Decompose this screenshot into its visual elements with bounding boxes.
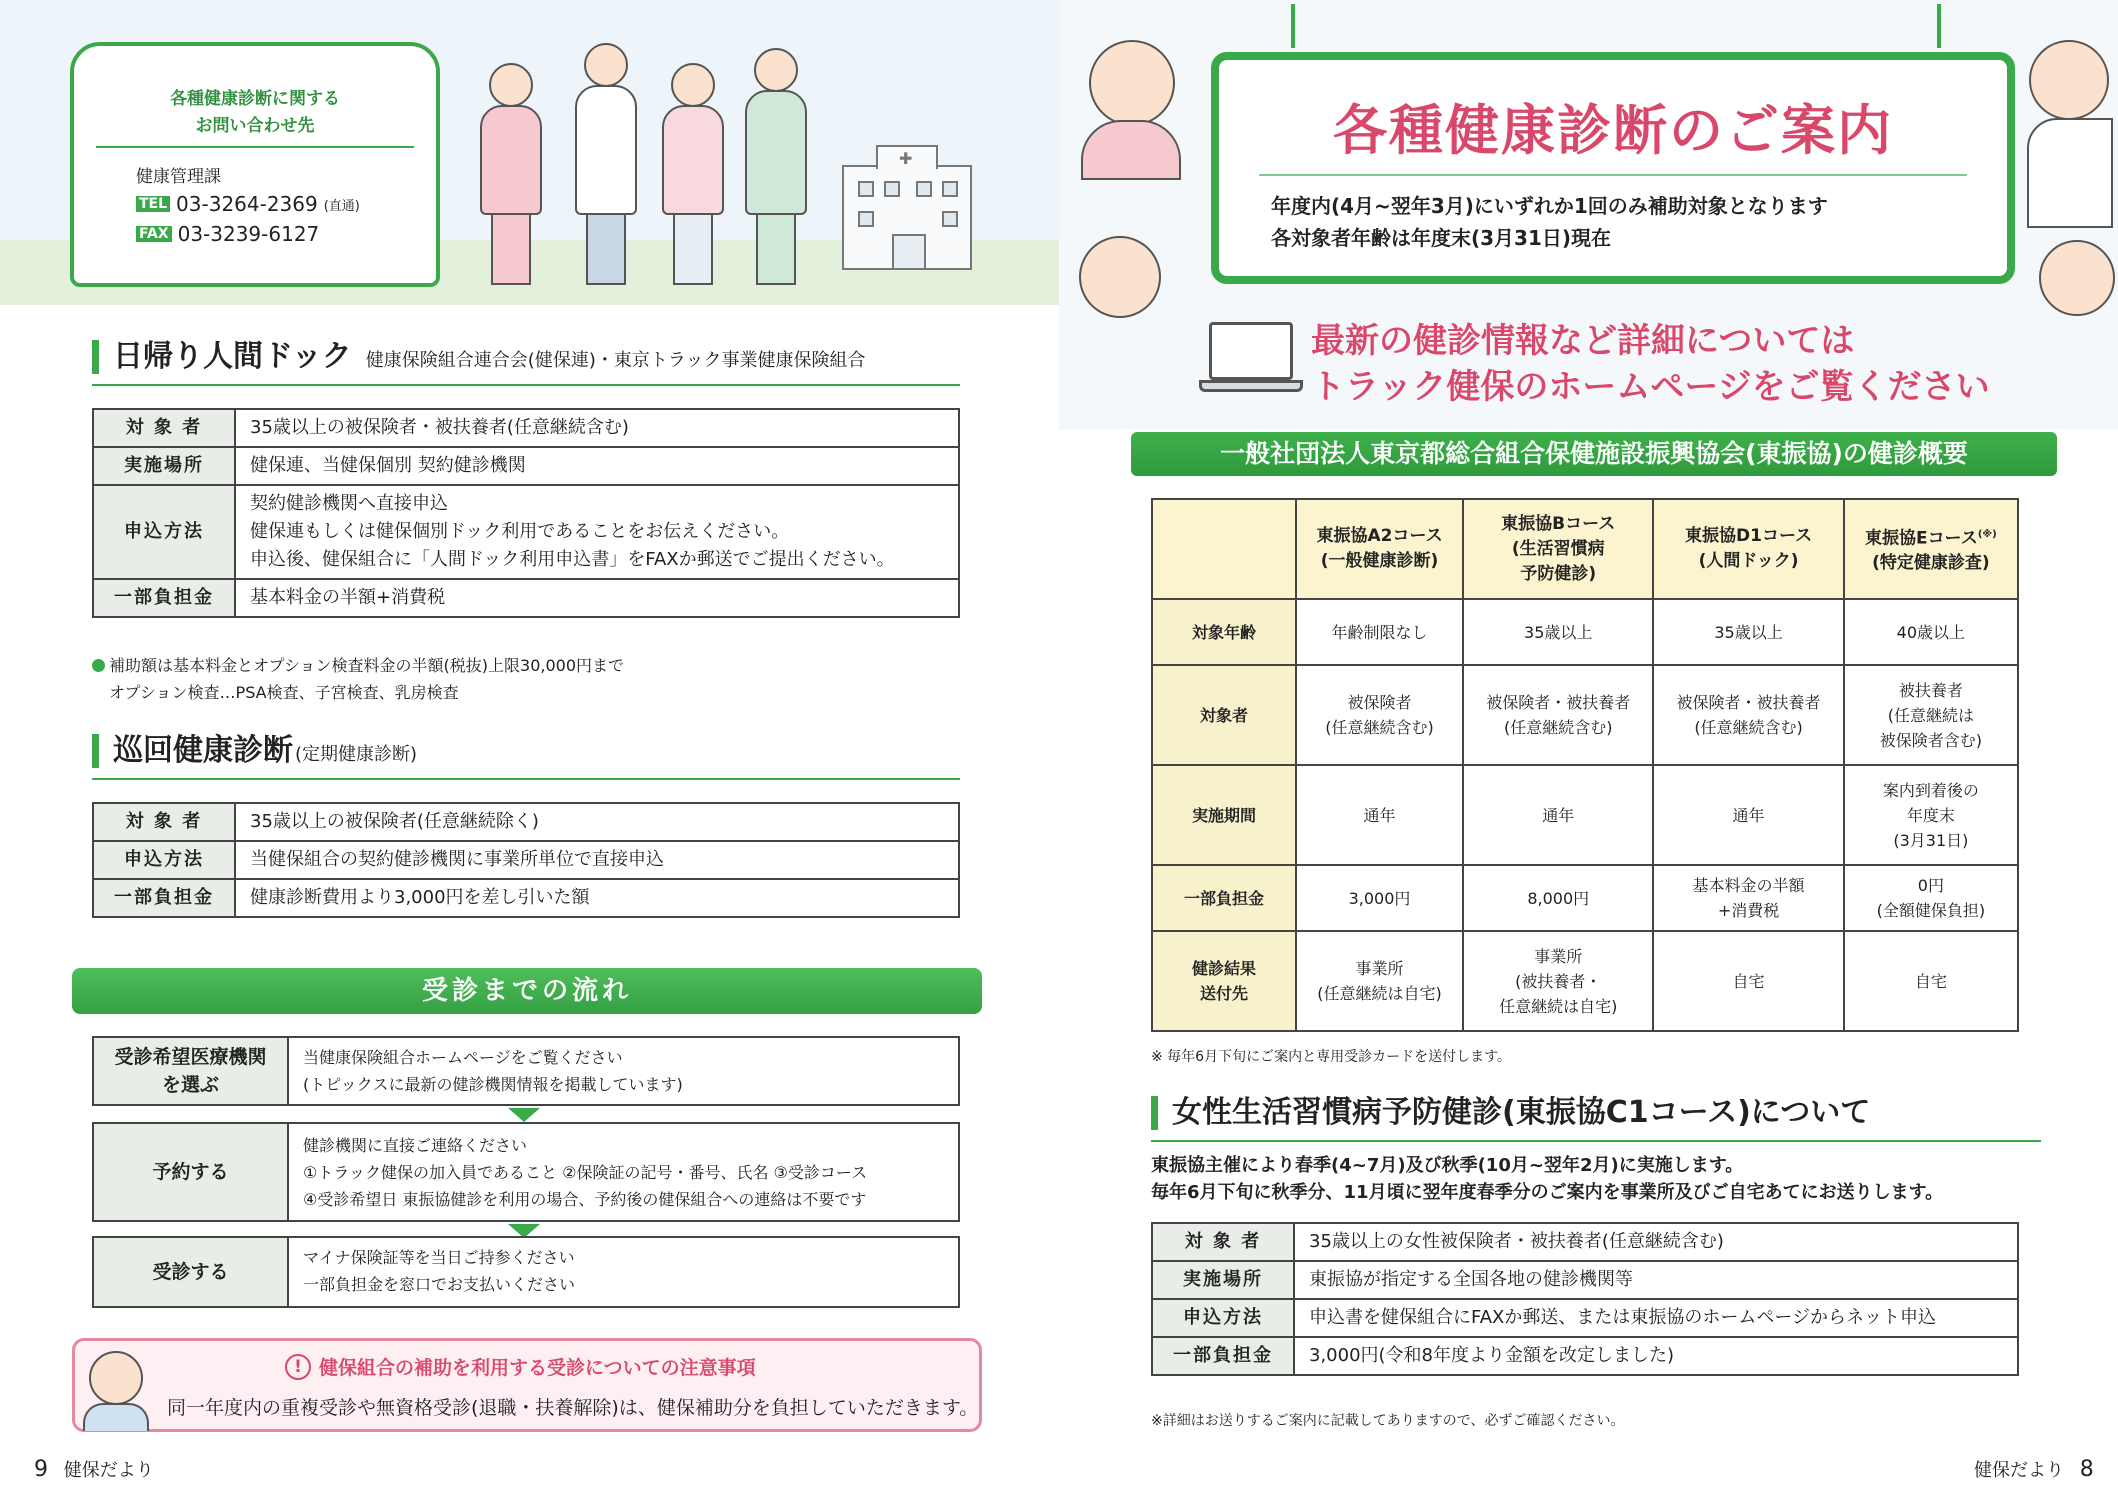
flow-step-text — [289, 1238, 589, 1306]
row-line: 申込後、健保組合に「人間ドック利用申込書」をFAXか郵送でご提出ください。 — [250, 549, 895, 570]
flow-step-reserve — [92, 1122, 960, 1222]
staff-face-icon — [89, 1351, 143, 1405]
fax-number: 03-3239-6127 — [177, 222, 320, 246]
contact-fax — [136, 222, 319, 246]
table-row — [93, 447, 959, 485]
flow-label-line: 受診希望医療機関 — [114, 1046, 267, 1068]
table-cell: 8,000円 — [1463, 865, 1653, 931]
flow-step-visit — [92, 1236, 960, 1308]
course-name: 東振協D1コース — [1685, 526, 1813, 546]
folio-label: 健保だより — [63, 1460, 154, 1481]
web-note — [1311, 318, 1990, 410]
table-row — [93, 485, 959, 579]
cell-line: (被扶養者・ — [1515, 971, 1602, 991]
cell-line: 被保険者・被扶養者 — [1676, 693, 1821, 712]
caution-box — [72, 1338, 982, 1432]
course-table — [1151, 498, 2019, 1032]
main-divider — [1259, 174, 1967, 176]
cell-line: (任意継続含む) — [1503, 718, 1613, 737]
doctor-coat-illustration — [2027, 118, 2113, 228]
bullet-icon — [92, 659, 105, 672]
table-row — [1152, 599, 2018, 665]
main-title: 各種健康診断のご案内 — [1333, 99, 1893, 162]
row-label: 対 象 者 — [93, 803, 235, 841]
row-label: 対 象 者 — [1152, 1223, 1294, 1261]
heading-bar — [92, 340, 99, 374]
women-desc-line: 東振協主催により春季(4~7月)及び秋季(10月~翌年2月)に実施します。 — [1151, 1155, 1744, 1176]
cell-line: 被保険者含む) — [1879, 730, 1982, 750]
course-sub: (人間ドック) — [1698, 551, 1799, 571]
cell-line: 事業所 — [1355, 959, 1404, 978]
table-cell — [1653, 865, 1843, 931]
staff-illustration — [662, 63, 724, 285]
dock-note — [92, 652, 624, 706]
laptop-icon — [1199, 322, 1303, 400]
row-label — [1152, 931, 1296, 1031]
course-header — [1463, 499, 1653, 599]
therapist-illustration — [745, 48, 807, 285]
table-cell: 自宅 — [1653, 931, 1843, 1031]
main-title-box — [1211, 52, 2015, 284]
cell-line: 被保険者 — [1347, 693, 1412, 712]
exclamation-icon: ! — [285, 1354, 311, 1380]
table-cell — [1296, 931, 1463, 1031]
junkai-table — [92, 802, 960, 918]
table-cell: 通年 — [1653, 765, 1843, 865]
page-folio-right — [1974, 1456, 2094, 1482]
woman-face-illustration — [2039, 240, 2115, 316]
row-label: 実施場所 — [93, 447, 235, 485]
nurse-body-illustration — [1081, 120, 1181, 180]
row-label: 一部負担金 — [93, 579, 235, 617]
table-cell: 通年 — [1463, 765, 1653, 865]
course-name: 東振協Bコース — [1501, 513, 1616, 534]
table-cell: 自宅 — [1844, 931, 2018, 1031]
cell-line: 案内到着後の — [1882, 780, 1979, 800]
course-footnote: ※ 毎年6月下旬にご案内と専用受診カードを送付します。 — [1151, 1049, 1511, 1065]
table-row — [93, 841, 959, 879]
course-header-row — [1152, 499, 2018, 599]
footnote-mark: (※) — [1977, 528, 1997, 540]
caution-text: 同一年度内の重複受診や無資格受診(退職・扶養解除)は、健保補助分を負担していただきます。 — [167, 1397, 979, 1419]
flow-line: ④受診希望日 東振協健診を利用の場合、予約後の健保組合への連絡は不要です — [303, 1190, 867, 1209]
row-label: 対象年齢 — [1152, 599, 1296, 665]
contact-title-line2: お問い合わせ先 — [195, 116, 315, 136]
hospital-illustration: ✚ — [842, 165, 972, 270]
table-cell — [1844, 665, 2018, 765]
main-desc-line: 年度内(4月~翌年3月)にいずれか1回のみ補助対象となります — [1271, 194, 1828, 218]
table-cell — [1463, 665, 1653, 765]
course-name: 東振協Eコース — [1865, 528, 1978, 549]
tohinkyo-banner: 一般社団法人東京都総合組合保健施設振興協会(東振協)の健診概要 — [1131, 432, 2057, 476]
doctor-face-illustration — [2029, 40, 2109, 120]
row-label: 申込方法 — [1152, 1299, 1294, 1337]
contact-divider — [96, 146, 414, 148]
table-row — [1152, 765, 2018, 865]
row-label: 一部負担金 — [93, 879, 235, 917]
cell-line: 被扶養者 — [1898, 680, 1963, 700]
flow-step-label — [94, 1038, 289, 1104]
course-name: 東振協A2コース — [1316, 526, 1443, 546]
row-value — [235, 485, 959, 579]
course-header — [1296, 499, 1463, 599]
row-line: 契約健診機関へ直接申込 — [250, 493, 448, 514]
table-corner — [1152, 499, 1296, 599]
course-sub: (生活習慣病 — [1511, 538, 1605, 559]
row-value: 35歳以上の被保険者(任意継続除く) — [235, 803, 959, 841]
heading-bar — [92, 734, 99, 768]
row-value: 35歳以上の女性被保険者・被扶養者(任意継続含む) — [1294, 1223, 2018, 1261]
web-note-line: 最新の健診情報など詳細については — [1311, 321, 1855, 361]
flow-line: ①トラック健保の加入員であること ②保険証の記号・番号、氏名 ③受診コース — [303, 1163, 868, 1182]
table-cell: 3,000円 — [1296, 865, 1463, 931]
women-title: 女性生活習慣病予防健診(東振協C1コース)について — [1172, 1095, 1871, 1130]
doctor-illustration — [575, 43, 637, 285]
caution-title — [285, 1353, 756, 1380]
fax-tag-icon: FAX — [136, 226, 172, 242]
course-sub: 予防健診) — [1520, 563, 1597, 584]
table-row — [93, 803, 959, 841]
junkai-title: 巡回健康診断 — [113, 733, 293, 768]
phone-tag-icon: TEL — [136, 196, 170, 212]
contact-title — [74, 86, 436, 140]
cell-line: (任意継続含む) — [1325, 718, 1434, 737]
tel-number: 03-3264-2369 — [176, 192, 318, 216]
cell-line: (任意継続含む) — [1694, 718, 1803, 737]
course-sub: (特定健康診査) — [1872, 553, 1990, 574]
table-cell: 35歳以上 — [1463, 599, 1653, 665]
cell-line: 事業所 — [1534, 946, 1583, 966]
page-number: 9 — [34, 1457, 48, 1482]
flow-line: マイナ保険証等を当日ご持参ください — [303, 1248, 575, 1267]
staff-body-icon — [83, 1403, 149, 1431]
course-header — [1653, 499, 1843, 599]
row-label-line: 送付先 — [1199, 984, 1248, 1003]
row-value: 基本料金の半額+消費税 — [235, 579, 959, 617]
table-cell: 35歳以上 — [1653, 599, 1843, 665]
page-right — [1059, 0, 2118, 1498]
down-arrow-icon — [508, 1108, 540, 1122]
row-label: 一部負担金 — [1152, 865, 1296, 931]
dock-title: 日帰り人間ドック — [113, 339, 352, 374]
dock-subtitle: 健康保険組合連合会(健保連)・東京トラック事業健康保険組合 — [365, 350, 866, 371]
table-row — [93, 879, 959, 917]
dock-table — [92, 408, 960, 618]
row-label: 対 象 者 — [93, 409, 235, 447]
table-cell: 通年 — [1296, 765, 1463, 865]
table-row — [1152, 1261, 2018, 1299]
cell-line: 年度末 — [1906, 805, 1955, 825]
flow-line: 当健康保険組合ホームページをご覧ください — [303, 1048, 623, 1067]
women-heading — [1151, 1096, 1870, 1130]
hanging-string — [1291, 4, 1295, 48]
row-label: 一部負担金 — [1152, 1337, 1294, 1375]
row-label-line: 健診結果 — [1191, 959, 1256, 978]
flow-line: 一部負担金を窓口でお支払いください — [303, 1275, 576, 1294]
row-value: 健保連、当健保個別 契約健診機関 — [235, 447, 959, 485]
staff-face-illustration — [1079, 236, 1161, 318]
flow-label-line: を選ぶ — [161, 1074, 219, 1096]
table-row — [1152, 665, 2018, 765]
hero-illustration — [0, 0, 1059, 305]
cell-line: 0円 — [1917, 876, 1944, 895]
dock-rule — [92, 384, 960, 386]
flow-step-label: 受診する — [94, 1238, 289, 1306]
page-number: 8 — [2079, 1457, 2094, 1482]
table-row — [1152, 1337, 2018, 1375]
table-cell: 年齢制限なし — [1296, 599, 1463, 665]
main-description — [1271, 190, 1828, 254]
table-cell — [1844, 865, 2018, 931]
women-footnote: ※詳細はお送りするご案内に記載してありますので、必ずご確認ください。 — [1151, 1413, 1625, 1429]
heading-bar — [1151, 1096, 1158, 1130]
cell-line: 被保険者・被扶養者 — [1486, 693, 1631, 712]
junkai-rule — [92, 778, 960, 780]
row-line: 健保連もしくは健保個別ドック利用であることをお伝えください。 — [250, 521, 790, 542]
table-row — [1152, 931, 2018, 1031]
cell-line: (全額健保負担) — [1876, 901, 1986, 920]
women-rule — [1151, 1140, 2041, 1142]
main-desc-line: 各対象者年齢は年度末(3月31日)現在 — [1271, 226, 1612, 250]
note-line: 補助額は基本料金とオプション検査料金の半額(税抜)上限30,000円まで — [109, 656, 625, 675]
cell-line: +消費税 — [1717, 901, 1780, 920]
dock-heading — [92, 340, 866, 374]
flow-step-label: 予約する — [94, 1124, 289, 1220]
flow-step-choose — [92, 1036, 960, 1106]
hanging-string — [1937, 4, 1941, 48]
flow-step-text — [289, 1038, 697, 1104]
row-value: 35歳以上の被保険者・被扶養者(任意継続含む) — [235, 409, 959, 447]
junkai-subtitle: (定期健康診断) — [295, 744, 418, 765]
note-line: オプション検査…PSA検査、子宮検査、乳房検査 — [109, 683, 459, 702]
women-description — [1151, 1152, 1943, 1206]
table-cell — [1653, 665, 1843, 765]
cell-line: 基本料金の半額 — [1692, 876, 1805, 895]
cell-line: 任意継続は自宅) — [1499, 996, 1618, 1016]
table-row — [93, 409, 959, 447]
table-cell — [1296, 665, 1463, 765]
contact-tel — [136, 192, 360, 216]
table-cell — [1463, 931, 1653, 1031]
folio-label: 健保だより — [1974, 1460, 2064, 1481]
nurse-face-illustration — [1089, 40, 1175, 126]
row-label: 実施場所 — [1152, 1261, 1294, 1299]
row-label: 申込方法 — [93, 841, 235, 879]
course-header — [1844, 499, 2018, 599]
contact-title-line1: 各種健康診断に関する — [170, 89, 340, 109]
women-desc-line: 毎年6月下旬に秋季分、11月頃に翌年度春季分のご案内を事業所及びご自宅あてにお送りします。 — [1151, 1182, 1944, 1203]
nurse-illustration — [480, 63, 542, 285]
row-value: 3,000円(令和8年度より金額を改定しました) — [1294, 1337, 2018, 1375]
web-note-line: トラック健保のホームページをご覧ください — [1311, 367, 1990, 407]
caution-title-text: 健保組合の補助を利用する受診についての注意事項 — [319, 1357, 756, 1379]
table-cell: 40歳以上 — [1844, 599, 2018, 665]
row-value: 東振協が指定する全国各地の健診機関等 — [1294, 1261, 2018, 1299]
row-label: 申込方法 — [93, 485, 235, 579]
tel-note: (直通) — [323, 198, 360, 214]
table-row — [1152, 1223, 2018, 1261]
flow-step-text — [289, 1124, 881, 1220]
row-value: 申込書を健保組合にFAXか郵送、または東振協のホームページからネット申込 — [1294, 1299, 2018, 1337]
table-row — [1152, 865, 2018, 931]
women-table — [1151, 1222, 2019, 1376]
row-value: 当健保組合の契約健診機関に事業所単位で直接申込 — [235, 841, 959, 879]
contact-box — [70, 42, 440, 287]
flow-line: 健診機関に直接ご連絡ください — [303, 1136, 528, 1155]
table-row — [1152, 1299, 2018, 1337]
cell-line: (3月31日) — [1893, 830, 1969, 850]
cell-line: (任意継続は — [1887, 705, 1974, 725]
row-label: 実施期間 — [1152, 765, 1296, 865]
row-value: 健康診断費用より3,000円を差し引いた額 — [235, 879, 959, 917]
course-sub: (一般健康診断) — [1320, 551, 1439, 571]
page-folio-left — [34, 1456, 154, 1482]
junkai-heading — [92, 734, 417, 768]
row-label: 対象者 — [1152, 665, 1296, 765]
flow-line: (トピックスに最新の健診機関情報を掲載しています) — [303, 1075, 683, 1094]
table-row — [93, 579, 959, 617]
flow-banner: 受診までの流れ — [72, 968, 982, 1014]
table-cell — [1844, 765, 2018, 865]
cell-line: (任意継続は自宅) — [1317, 984, 1442, 1003]
contact-dept: 健康管理課 — [136, 167, 221, 187]
